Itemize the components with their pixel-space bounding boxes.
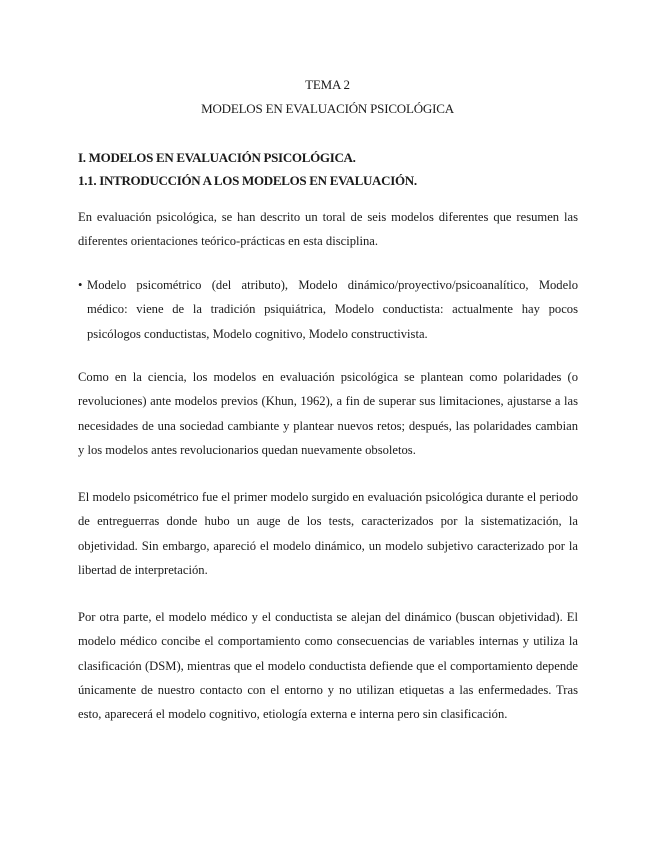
bullet-text: Modelo psicométrico (del atributo), Modelo dinámico/proyectivo/psicoanalítico, Modelo médico: viene de la tradición psiquiátrica, Modelo conductista: actualmente hay pocos psicólogos conductistas, Modelo cognitivo, Modelo constructivista. [87, 278, 578, 341]
bullet-marker: • [78, 278, 83, 292]
section-heading-1: I. MODELOS EN EVALUACIÓN PSICOLÓGICA. [78, 150, 356, 165]
paragraph-psychometric: El modelo psicométrico fue el primer modelo surgido en evaluación psicológica durante el periodo de entreguerras donde hubo un auge de los tests, caracterizados por la sistematización, la objetividad. Sin embargo, apareció el modelo dinámico, un modelo subjetivo caracterizado por la libertad de interpretación. [78, 490, 578, 577]
section-heading-1-1: 1.1. INTRODUCCIÓN A LOS MODELOS EN EVALUACIÓN. [78, 173, 417, 188]
bullet-list-item [78, 273, 578, 346]
paragraph-polarities: Como en la ciencia, los modelos en evaluación psicológica se plantean como polaridades (o revoluciones) ante modelos previos (Khun, 1962), a fin de superar sus limitaciones, ajustarse a las necesidades de una sociedad cambiante y plantear nuevos retos; después, las polaridades cambian y los modelos antes revolucionarios quedan nuevamente obsoletos. [78, 370, 578, 457]
topic-number: TEMA 2 [305, 77, 350, 92]
document-title: MODELOS EN EVALUACIÓN PSICOLÓGICA [201, 101, 454, 116]
paragraph-medical-behavioral: Por otra parte, el modelo médico y el conductista se alejan del dinámico (buscan objetividad). El modelo médico concibe el comportamiento como consecuencias de variables internas y utiliza la clasificación (DSM), mientras que el modelo conductista defiende que el comportamiento depende únicamente de nuestro contacto con el entorno y no utilizan etiquetas a las enfermedades. Tras esto, aparecerá el modelo cognitivo, etiología externa e interna pero sin clasificación. [78, 610, 578, 722]
paragraph-intro: En evaluación psicológica, se han descrito un toral de seis modelos diferentes que resumen las diferentes orientaciones teórico-prácticas en esta disciplina. [78, 210, 578, 249]
